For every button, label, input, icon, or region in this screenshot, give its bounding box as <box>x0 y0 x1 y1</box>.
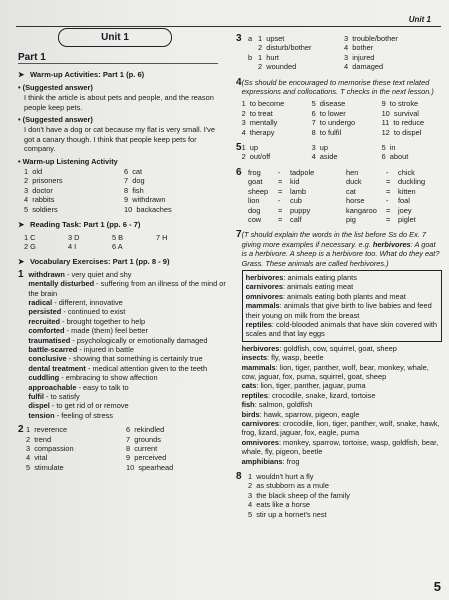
definition-text: : cold-blooded animals that have skin covered with scales and that lay eggs <box>245 319 438 339</box>
answer-item: 4 I <box>68 241 77 251</box>
bullet-label: (Suggested answer) <box>22 115 93 125</box>
category-name: insects <box>241 353 268 363</box>
vocab-entry <box>28 392 226 401</box>
category-members: : crocodile, snake, lizard, tortoise <box>267 390 376 400</box>
exercise-number: 3 <box>236 33 242 44</box>
animal-pair-cell: = <box>278 205 283 215</box>
answer-item: 7 dog <box>124 176 145 186</box>
animal-pair-cell: - <box>386 167 389 177</box>
category-members: : hawk, sparrow, pigeon, eagle <box>259 409 360 419</box>
exercise-5 <box>236 143 442 162</box>
definition-text: : animals eating both plants and meat <box>282 291 406 301</box>
answer-item: 5 soldiers <box>24 204 58 214</box>
answer-item: 6 rekindled <box>126 425 165 435</box>
exercise-2-answers <box>26 425 226 472</box>
reading-answers <box>24 233 226 252</box>
arrow-icon: ➤ <box>18 257 25 267</box>
vocab-definition: - made (them) feel better <box>64 326 148 336</box>
vocab-entry <box>28 373 226 382</box>
answer-item: 10 spearhead <box>126 462 174 472</box>
category-name: reptiles <box>241 390 268 400</box>
category-name: omnivores <box>241 437 279 447</box>
animal-pair-cell: hen <box>346 167 359 177</box>
vocab-term: dispel <box>28 401 50 411</box>
exercise-number: 2 <box>18 424 24 436</box>
definition <box>246 292 438 301</box>
answer-item: 5 in <box>381 143 396 153</box>
part-title: Part 1 <box>18 53 218 64</box>
animal-category <box>242 391 442 400</box>
vocab-entry <box>28 354 226 363</box>
exercise-number: 1 <box>18 268 24 280</box>
exercise-3 <box>236 34 442 72</box>
animal-pair-cell: - <box>278 167 281 177</box>
bullet-suggested-2: • (Suggested answer) <box>18 115 93 125</box>
answer-item: 6 cat <box>124 167 143 177</box>
answer-item: 9 perceived <box>126 453 167 463</box>
vocab-term: dental treatment <box>28 363 86 373</box>
bullet-listening: • Warm-up Listening Activity <box>18 156 118 166</box>
exercise-5-answers <box>242 143 444 162</box>
category-name: fish <box>241 400 255 410</box>
exercise-number: 7 <box>236 229 242 241</box>
definition-term: mammals <box>245 301 280 311</box>
teacher-note: (Ss should be encouraged to memorise these text related expressions and collocations. T checks in the next lesson.) <box>241 77 434 97</box>
animal-category <box>242 438 442 457</box>
answer-item: 1 reverence <box>26 425 68 435</box>
answer-item: 4 bother <box>344 43 374 53</box>
exercise-8-answers <box>248 472 350 519</box>
animal-pair-cell: cub <box>290 196 302 206</box>
animal-pair-cell: tadpole <box>290 167 315 177</box>
arrow-icon: ➤ <box>18 220 25 230</box>
animal-pair-cell: lamb <box>290 186 307 196</box>
answer-item: 4 therapy <box>241 127 275 137</box>
answer-item: 1 wouldn't hurt a fly <box>248 472 314 482</box>
animal-pair-cell: horse <box>346 196 365 206</box>
vocab-entry <box>28 326 226 335</box>
left-column <box>18 28 226 472</box>
definition <box>246 282 438 291</box>
page-number: 5 <box>433 579 441 594</box>
vocab-definition: - injured in battle <box>77 344 134 354</box>
answer-item: 1 upset <box>258 34 285 43</box>
vocab-entry <box>28 401 226 410</box>
animal-pair-cell: = <box>278 214 283 224</box>
vocab-definition: - embracing to show affection <box>59 373 158 383</box>
answer-item: 4 eats like a horse <box>248 500 311 510</box>
answer-item: 4 aside <box>311 152 338 162</box>
vocab-term: traumatised <box>28 335 71 345</box>
vocab-term: comforted <box>28 326 65 336</box>
answer-item: 2 disturb/bother <box>258 43 312 53</box>
answer-item: 2 prisoners <box>24 176 63 186</box>
answer-item: 2 wounded <box>258 62 297 72</box>
category-members: : fly, wasp, beetle <box>267 353 324 363</box>
answer-item: 9 withdrawn <box>124 195 166 205</box>
answer-item: 3 trouble/bother <box>344 34 398 43</box>
definition <box>246 273 438 282</box>
animal-category <box>242 363 442 382</box>
animal-category <box>242 353 442 362</box>
answer-item: 12 to dispel <box>381 127 422 137</box>
animal-pair-cell: goat <box>248 177 263 187</box>
exercise-2 <box>18 425 226 472</box>
unit-banner: Unit 1 <box>58 28 172 47</box>
answer-item: 3 injured <box>344 52 375 62</box>
animal-pair-cell: = <box>386 205 391 215</box>
definition-term: herbivores <box>245 272 284 282</box>
exercise-3-body <box>248 34 434 72</box>
exercise-number: 4 <box>236 76 242 88</box>
category-name: carnivores <box>241 419 279 429</box>
vocab-term: cuddling <box>28 373 60 383</box>
header-bar <box>0 0 449 26</box>
answer-item: 1 up <box>241 143 259 153</box>
category-name: herbivores <box>241 343 280 353</box>
vocab-term: radical <box>28 297 53 307</box>
animal-pair-cell: = <box>278 177 283 187</box>
vocab-term: fulfil <box>28 392 44 401</box>
exercise-1 <box>18 270 226 421</box>
exercise-4 <box>236 78 442 137</box>
bullet-suggested-1: • (Suggested answer) <box>18 82 93 92</box>
answer-item: 3 the black sheep of the family <box>248 490 350 500</box>
answer-item: 5 stir up a hornet's nest <box>248 509 327 519</box>
vocab-entry <box>28 307 226 316</box>
vocab-entry <box>28 336 226 345</box>
answer-item: 7 grounds <box>126 434 161 444</box>
answer-item: 4 rabbits <box>24 195 55 205</box>
vocab-definition: - psychologically or emotionally damaged <box>70 335 208 345</box>
animal-pair-cell: lion <box>248 196 260 206</box>
animal-pair-cell: duckling <box>398 177 426 187</box>
animal-category <box>242 381 442 390</box>
answer-item: 2 out/off <box>241 152 271 162</box>
animal-category <box>242 419 442 438</box>
answer-item: 8 current <box>126 444 158 454</box>
answer-item: 4 damaged <box>344 62 384 72</box>
definition <box>246 320 438 339</box>
warmup-title: Warm-up Activities: Part 1 (p. 6) <box>30 70 145 80</box>
animal-pair-cell: puppy <box>290 205 311 215</box>
warmup-heading <box>18 70 226 79</box>
answer-item: 6 to lower <box>311 108 346 118</box>
category-name: amphibians <box>241 456 283 466</box>
answer-item: 1 hurt <box>258 52 279 62</box>
answer-item: 2 to treat <box>241 108 273 118</box>
vocab-term: conclusive <box>28 354 67 364</box>
answer-item: 3 compassion <box>26 444 74 454</box>
answer-item: 3 doctor <box>24 185 53 195</box>
animal-pair-cell: foal <box>398 196 410 206</box>
answer-item: 2 as stubborn as a mule <box>248 481 329 491</box>
category-members: : lion, tiger, panther, jaguar, puma <box>256 381 366 391</box>
vocab-entry <box>28 317 226 326</box>
running-header-unit: Unit 1 <box>408 15 431 24</box>
exercise-number: 6 <box>236 166 242 178</box>
animal-pair-cell: = <box>386 214 391 224</box>
vocab-heading <box>18 257 226 266</box>
vocab-entry <box>28 411 226 420</box>
vocab-entry <box>28 364 226 373</box>
animal-pair-cell: cow <box>248 214 262 224</box>
answer-item: 8 to fulfil <box>311 127 342 137</box>
answer-item: 1 C <box>24 232 36 242</box>
animal-pair-cell: = <box>386 186 391 196</box>
answer-item: 6 A <box>112 241 123 251</box>
answer-item: 6 about <box>381 152 409 162</box>
vocab-entry <box>28 345 226 354</box>
definition-term: omnivores <box>245 291 283 301</box>
vocab-title: Vocabulary Exercises: Part 1 (pp. 8 - 9) <box>30 257 170 267</box>
answer-item: 3 mentally <box>241 118 278 128</box>
category-members: : lion, tiger, panther, wolf, bear, monkey, whale, cow, jaguar, fox, puma, squirrel, goat, sheep <box>241 362 429 381</box>
answer-item: 7 to undergo <box>311 118 356 128</box>
answer-item: 10 survival <box>381 108 419 118</box>
vocab-definition: - to satisfy <box>44 392 80 401</box>
answer-item: 3 D <box>68 232 80 242</box>
answer-item: 8 fish <box>124 185 144 195</box>
category-name: cats <box>241 381 257 391</box>
vocab-term: persisted <box>28 307 62 317</box>
exercise-6-answers <box>248 168 442 224</box>
reading-heading <box>18 220 226 229</box>
exercise-6 <box>236 168 442 224</box>
animal-pair-cell: chick <box>398 167 415 177</box>
vocab-definition: - easy to talk to <box>76 382 129 392</box>
definition <box>246 301 438 320</box>
answer-item: 3 up <box>311 143 329 153</box>
vocab-entry <box>28 298 226 307</box>
animal-pair-cell: kangaroo <box>346 205 377 215</box>
animal-pair-cell: cat <box>346 186 356 196</box>
answer-item: 2 G <box>24 241 36 251</box>
definition-term: reptiles <box>245 319 272 329</box>
animal-pair-cell: calf <box>290 214 302 224</box>
header-rule <box>16 26 441 27</box>
animal-pair-cell: = <box>386 177 391 187</box>
answer-item: 5 disease <box>311 99 346 109</box>
animal-pair-cell: dog <box>248 205 261 215</box>
vocab-entry <box>28 279 226 298</box>
definition-text: : animals that give birth to live babies and feed their young on milk from the breast <box>245 301 432 320</box>
animal-pair-cell: piglet <box>398 214 416 224</box>
right-column <box>236 34 442 519</box>
animal-pair-cell: frog <box>248 167 261 177</box>
category-members: : crocodile, lion, tiger, panther, wolf, snake, hawk, frog, lizard, jaguar, fox, eagle, puma <box>241 419 440 438</box>
answer-item: 11 to reduce <box>381 118 425 128</box>
answer-item: 5 B <box>112 232 124 242</box>
answer-item <box>156 242 200 251</box>
vocab-term: recruited <box>28 316 61 326</box>
vocab-definition: - very quiet and shy <box>64 269 132 279</box>
bullet-label: (Suggested answer) <box>22 82 93 92</box>
vocab-term: approachable <box>28 382 77 392</box>
vocab-entry <box>28 270 226 279</box>
animal-pair-cell: - <box>386 196 389 206</box>
vocab-definition: - brought together to help <box>60 316 146 326</box>
vocab-term: battle-scarred <box>28 344 78 354</box>
part-label: b <box>248 52 253 62</box>
answer-item: 1 old <box>24 167 43 177</box>
answer-item: 7 H <box>156 232 168 242</box>
answer-item: 1 to become <box>241 99 285 109</box>
answer-paragraph-1: I think the article is about pets and people, and the reason people keep pets. <box>24 93 214 112</box>
category-name: birds <box>241 409 260 419</box>
definition-text: : animals eating plants <box>283 272 357 282</box>
vocab-definition: - continued to exist <box>61 307 126 317</box>
arrow-icon: ➤ <box>18 70 25 80</box>
answer-item: 4 vital <box>26 453 48 463</box>
exercise-7 <box>236 230 442 466</box>
category-members: : salmon, goldfish <box>254 400 313 410</box>
answer-item: 2 trend <box>26 434 52 444</box>
exercise-4-answers <box>242 99 444 137</box>
exercise-number: 8 <box>236 471 242 483</box>
vocab-term: withdrawn <box>28 269 65 279</box>
definitions-box <box>242 270 442 342</box>
bullet-label: Warm-up Listening Activity <box>22 156 118 166</box>
answer-paragraph-2: I don't have a dog or cat because my flat is very small. I've got a canary though. I think that people keep pets for company. <box>24 125 215 154</box>
animal-category <box>242 457 442 466</box>
animal-category <box>242 400 442 409</box>
vocab-entry <box>28 383 226 392</box>
vocab-definitions <box>28 270 226 421</box>
category-members: : goldfish, cow, squirrel, goat, sheep <box>279 343 397 353</box>
category-members: : monkey, sparrow, tortoise, wasp, goldfish, bear, whale, fly, pigeon, beetle <box>241 437 439 457</box>
animal-pair-cell: kitten <box>398 186 416 196</box>
answer-item: 5 stimulate <box>26 462 64 472</box>
animal-pair-cell: duck <box>346 177 362 187</box>
animal-pair-cell: joey <box>398 205 412 215</box>
part-label: a <box>248 34 253 43</box>
vocab-definition: - to get rid of or remove <box>49 401 129 411</box>
animal-pair-cell: pig <box>346 214 356 224</box>
vocab-term: mentally disturbed <box>28 279 95 289</box>
animal-pair-cell: = <box>278 186 283 196</box>
teacher-note: (T should explain the words in the list before Ss do Ex. 7 giving more examples if necessary. e.g. herbivores: A goat is a herbivore. A sheep is a herbivore too. What do they eat? Grass. These animals are called herbivores.) <box>241 230 440 268</box>
vocab-definition: - different, innovative <box>52 297 123 307</box>
animal-category <box>242 344 442 353</box>
answer-item: 9 to stroke <box>381 99 419 109</box>
animal-category <box>242 410 442 419</box>
animal-categories <box>242 344 442 466</box>
vocab-definition: - medical attention given to the teeth <box>85 363 208 373</box>
vocab-definition: - showing that something is certainly true <box>66 354 203 364</box>
vocab-term: tension <box>28 410 55 420</box>
vocab-definition: - suffering from an illness of the mind or the brain <box>28 279 226 298</box>
answer-item: 10 backaches <box>124 204 172 214</box>
animal-pair-cell: - <box>278 196 281 206</box>
animal-pair-cell: sheep <box>248 186 269 196</box>
category-name: mammals <box>241 362 276 372</box>
listening-answers <box>24 167 226 214</box>
category-members: : frog <box>282 456 300 466</box>
reading-title: Reading Task: Part 1 (pp. 6 - 7) <box>30 220 141 230</box>
definition-text: : animals eating meat <box>282 282 354 292</box>
exercise-8 <box>236 472 442 519</box>
definition-term: carnivores <box>245 282 283 292</box>
exercise-number: 5 <box>236 142 242 154</box>
animal-pair-cell: kid <box>290 177 300 187</box>
vocab-definition: - feeling of stress <box>54 410 113 420</box>
